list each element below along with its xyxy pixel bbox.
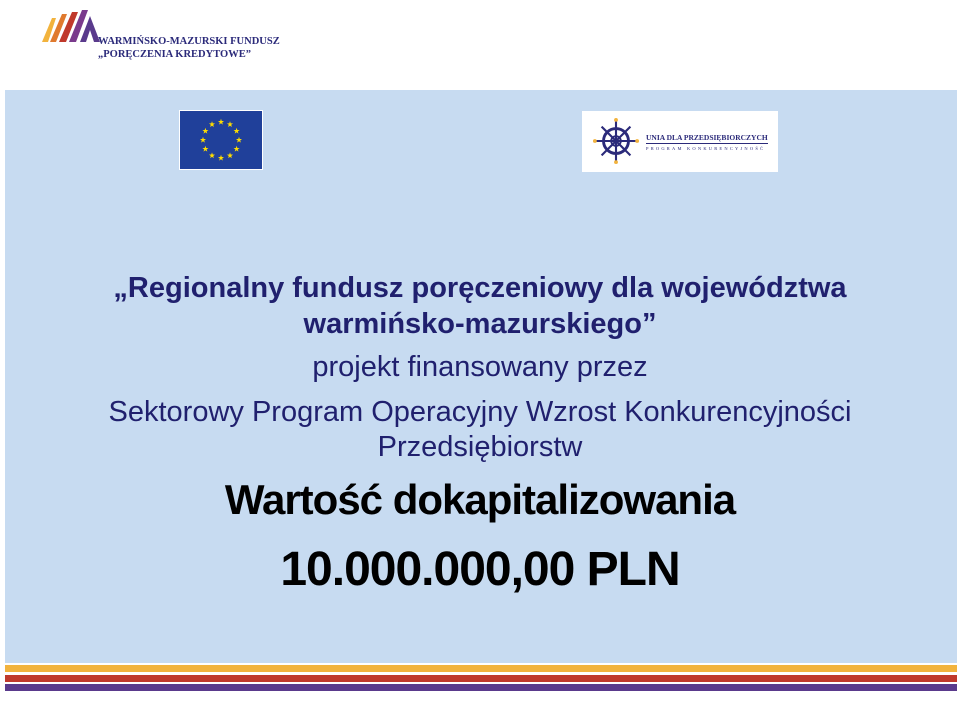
eu-star-icon	[227, 121, 233, 127]
eu-star-icon	[227, 152, 233, 158]
eu-star-icon	[202, 128, 208, 134]
eu-star-icon	[218, 155, 224, 161]
eu-star-icon	[234, 146, 240, 152]
eu-star-icon	[218, 119, 224, 125]
eu-flag-icon	[180, 111, 262, 169]
unia-logo	[582, 111, 778, 172]
funding-line: projekt finansowany przez	[312, 351, 648, 383]
title-line-1: „Regionalny fundusz poręczeniowy dla województwa	[113, 272, 847, 304]
program-line-2: Przedsiębiorstw	[377, 431, 583, 463]
eu-star-icon	[234, 128, 240, 134]
eu-star-icon	[209, 152, 215, 158]
eu-star-icon	[236, 137, 242, 143]
value-amount: 10.000.000,00 PLN	[280, 543, 680, 596]
unia-divider	[646, 143, 768, 144]
title-line-2: warmińsko-mazurskiego”	[303, 308, 657, 340]
stripe-red	[5, 675, 957, 682]
eu-star-icon	[202, 146, 208, 152]
value-label: Wartość dokapitalizowania	[224, 476, 736, 523]
eu-star-icon	[209, 121, 215, 127]
wmf-logo-icon	[40, 8, 102, 42]
stripe-purple	[5, 684, 957, 691]
eu-star-icon	[200, 137, 206, 143]
fund-logo	[40, 8, 290, 68]
ship-wheel-icon	[592, 117, 640, 165]
fund-name-line1: WARMIŃSKO-MAZURSKI FUNDUSZ	[98, 36, 280, 47]
unia-title: UNIA DLA PRZEDSIĘBIORCZYCH	[646, 133, 768, 142]
fund-name-line2: „PORĘCZENIA KREDYTOWE”	[98, 49, 251, 60]
unia-subtitle: PROGRAM KONKURENCYJNOŚĆ	[646, 146, 766, 151]
program-line-1: Sektorowy Program Operacyjny Wzrost Konkurencyjności	[108, 396, 852, 428]
stripe-orange	[5, 665, 957, 672]
fund-name	[98, 35, 280, 61]
